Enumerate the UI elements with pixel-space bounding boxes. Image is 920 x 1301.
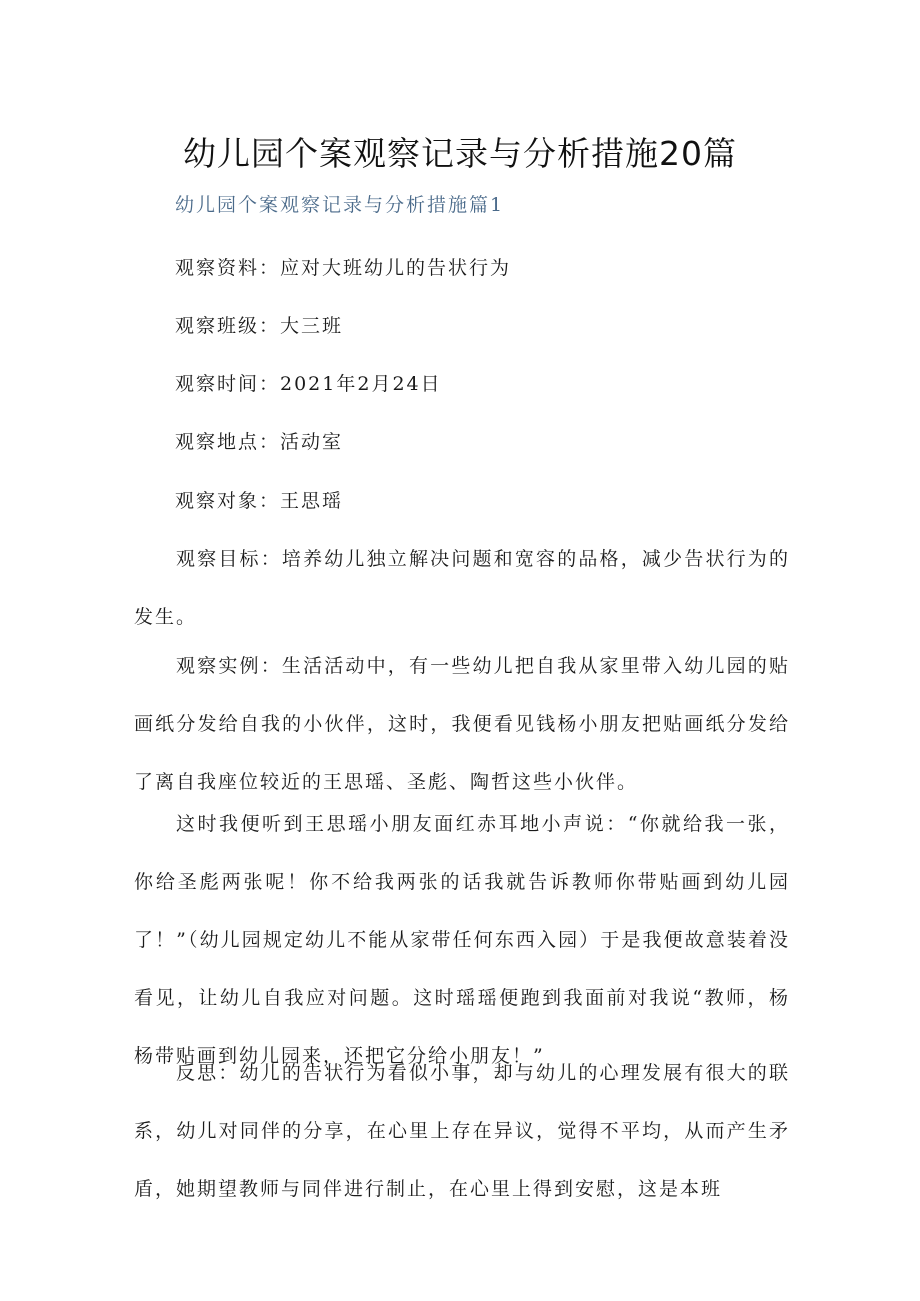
section-heading: 幼儿园个案观察记录与分析措施篇1: [175, 194, 505, 216]
meta-class: 观察班级：大三班: [175, 315, 344, 337]
meta-place: 观察地点：活动室: [175, 431, 344, 453]
meta-content: 观察资料：应对大班幼儿的告状行为: [175, 257, 512, 279]
meta-time: 观察时间：2021年2月24日: [175, 373, 442, 395]
meta-subject: 观察对象：王思瑶: [175, 490, 344, 512]
paragraph-example: 观察实例：生活活动中，有一些幼儿把自我从家里带入幼儿园的贴画纸分发给自我的小伙伴，这时，我便看见钱杨小朋友把贴画纸分发给了离自我座位较近的王思瑶、圣彪、陶哲这些小伙伴。: [134, 655, 790, 793]
paragraph-reflection: 反思：幼儿的告状行为看似小事，却与幼儿的心理发展有很大的联系，幼儿对同伴的分享，在心里上存在异议，觉得不平均，从而产生矛盾，她期望教师与同伴进行制止，在心里上得到安慰，这是本班: [134, 1062, 790, 1200]
document-title: 幼儿园个案观察记录与分析措施20篇: [183, 134, 737, 173]
paragraph-goal: 观察目标：培养幼儿独立解决问题和宽容的品格，减少告状行为的发生。: [134, 548, 790, 628]
paragraph-dialogue: 这时我便听到王思瑶小朋友面红赤耳地小声说：“你就给我一张，你给圣彪两张呢！你不给我两张的话我就告诉教师你带贴画到幼儿园了！”（幼儿园规定幼儿不能从家带任何东西入园）于是我便故意装着没看见，让幼儿自我应对问题。这时瑶瑶便跑到我面前对我说“教师，杨杨带贴画到幼儿园来，还把它分给小朋友！”: [134, 813, 790, 1067]
